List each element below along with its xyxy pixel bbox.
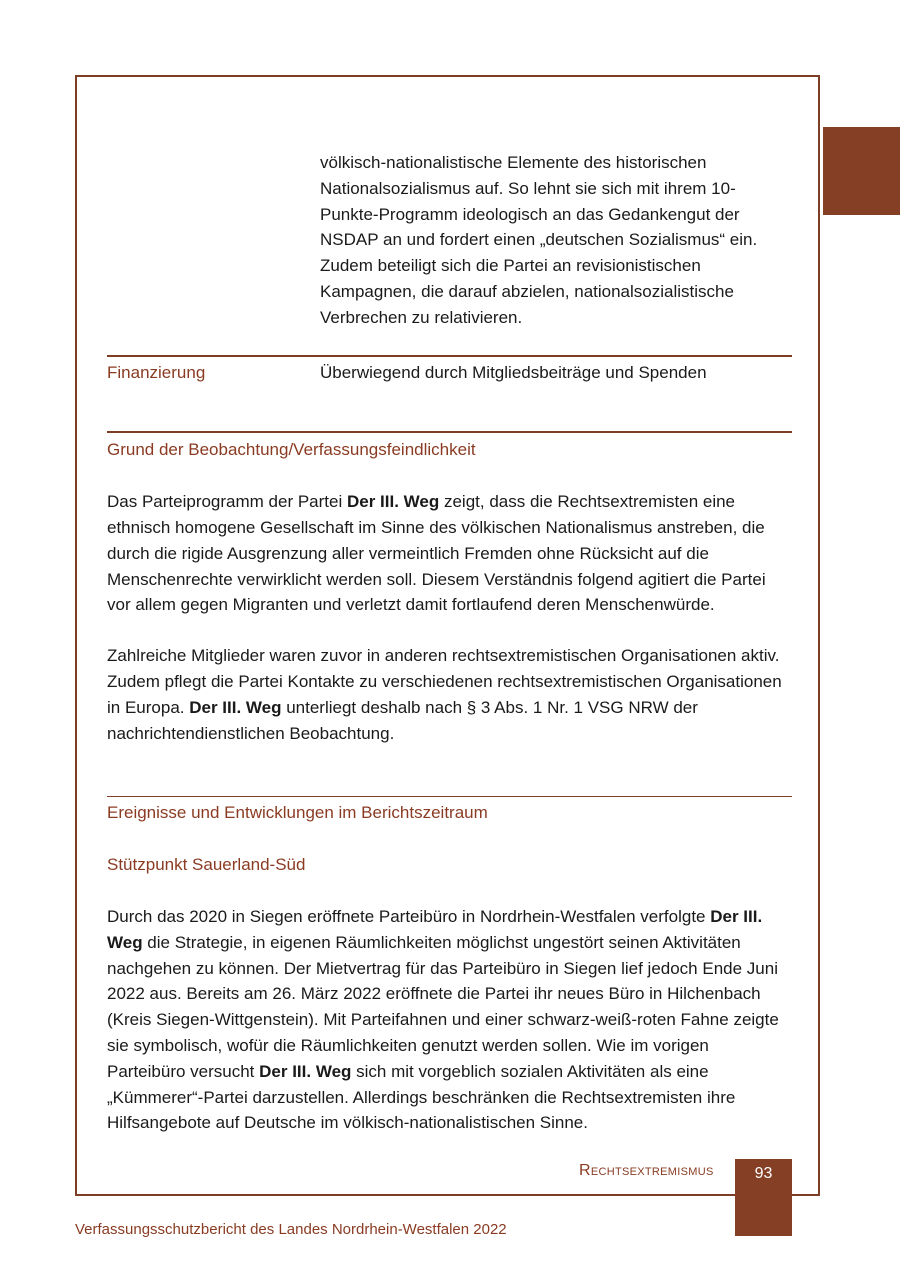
main-content	[107, 150, 792, 1136]
party-name-bold: Der III. Weg	[107, 906, 763, 952]
grund-paragraph-2	[107, 643, 792, 746]
grund-paragraph-1	[107, 489, 792, 618]
chapter-tab-marker	[823, 127, 900, 215]
finanzierung-value: Überwiegend durch Mitgliedsbeiträge und Spenden	[320, 362, 707, 382]
intro-paragraph: völkisch-nationalistische Elemente des historischen Nationalsozialismus auf. So lehnt sie sich mit ihrem 10-Punkte-Programm ideologisch an das Gedankengut der NSDAP an und fordert einen „deutschen Sozialismus“ ein. Zudem beteiligt sich die Partei an revisionistischen Kampagnen, die darauf abzielen, nationalsozialistische Verbrechen zu relativieren.	[320, 153, 758, 327]
section-heading-grund: Grund der Beobachtung/Verfassungsfeindlichkeit	[107, 440, 476, 460]
grund-p2-text-c: unterliegt deshalb nach § 3 Abs. 1 Nr. 1 VSG NRW der nachrichtendienstlichen Beobachtung.	[107, 697, 698, 743]
ereignisse-paragraph-1	[107, 904, 792, 1136]
section-heading-ereignisse: Ereignisse und Entwicklungen im Berichtszeitraum	[107, 803, 488, 823]
document-footer-title: Verfassungsschutzbericht des Landes Nordrhein-Westfalen 2022	[75, 1221, 507, 1238]
page-number-box	[735, 1159, 792, 1236]
party-name-bold: Der III. Weg	[346, 492, 440, 512]
grund-p1-text-a: Das Parteiprogramm der Partei	[107, 492, 347, 512]
page-number: 93	[754, 1165, 773, 1182]
finanzierung-row	[107, 360, 792, 386]
party-name-bold: Der III. Weg	[259, 1061, 352, 1081]
grund-p2-text-a: Zahlreiche Mitglieder waren zuvor in anderen rechtsextremistischen Organisationen aktiv. Zudem pflegt die Partei Kontakte zu verschiedenen rechtsextremistischen Organisationen in Europa.	[107, 646, 782, 717]
finanzierung-label: Finanzierung	[107, 362, 206, 382]
grund-p1-text-c: zeigt, dass die Rechtsextremisten eine ethnisch homogene Gesellschaft im Sinne des völkischen Nationalismus anstreben, die durch die rigide Ausgrenzung aller vermeintlich Fremden ohne Rücksicht auf die Menschenrechte verwirklicht werden soll. Diesem Verständnis folgend agitiert die Partei vor allem gegen Migranten und verletzt damit fortlaufend deren Menschenwürde.	[107, 492, 766, 615]
divider-grund	[107, 431, 792, 433]
divider-finanzierung	[107, 355, 792, 357]
divider-ereignisse	[107, 796, 792, 797]
party-name-bold: Der III. Weg	[189, 697, 282, 717]
ereignisse-p1-text-a: Durch das 2020 in Siegen eröffnete Parteibüro in Nordrhein-Westfalen verfolgte	[107, 906, 711, 926]
footer-section-label: Rechtsextremismus	[579, 1162, 714, 1179]
ereignisse-p1-text-e: sich mit vorgeblich sozialen Aktivitäten als eine „Kümmerer“-Partei darzustellen. Allerdings beschränken die Rechtsextremisten ihre Hilfsangebote auf Deutsche im völkisch-nationalistischen Sinne.	[107, 1061, 736, 1133]
ereignisse-p1-text-c: die Strategie, in eigenen Räumlichkeiten möglichst ungestört seinen Aktivitäten nachgehen zu können. Der Mietvertrag für das Parteibüro in Siegen lief jedoch Ende Juni 2022 aus. Bereits am 26. März 2022 eröffnete die Partei ihr neues Büro in Hilchenbach (Kreis Siegen-Wittgenstein). Mit Parteifahnen und einer schwarz-weiß-roten Fahne zeigte sie symbolisch, wofür die Räumlichkeiten genutzt werden sollen. Wie im vorigen Parteibüro versucht	[107, 932, 779, 1081]
subheading-stuetzpunkt: Stützpunkt Sauerland-Süd	[107, 855, 306, 875]
